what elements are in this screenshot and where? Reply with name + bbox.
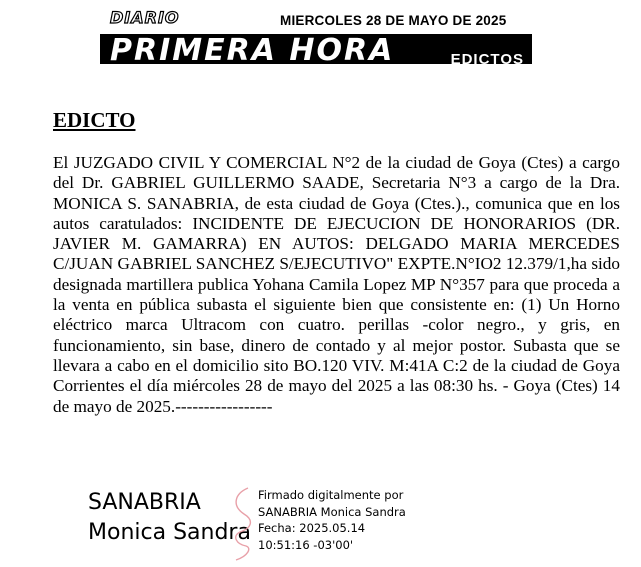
masthead-title: PRIMERA HORA	[110, 33, 395, 68]
masthead-diario: DIARIO	[110, 8, 180, 27]
newspaper-header	[100, 8, 532, 68]
stamp-signed-by: Firmado digitalmente por	[258, 488, 404, 502]
issue-date: MIERCOLES 28 DE MAYO DE 2025	[280, 13, 507, 28]
signer-surname: SANABRIA	[88, 490, 201, 515]
document-title: EDICTO	[53, 108, 136, 132]
digital-signature-stamp	[258, 487, 406, 553]
section-label: EDICTOS	[450, 51, 524, 68]
stamp-date: Fecha: 2025.05.14	[258, 521, 366, 535]
edicto-body: El JUZGADO CIVIL Y COMERCIAL N°2 de la ciudad de Goya (Ctes) a cargo del Dr. GABRIEL GUILLERMO SAADE, Secretaria N°3 a cargo de la Dra. MONICA S. SANABRIA, de esta ciudad de Goya (Ctes.)., comunica que en los autos caratulados: INCIDENTE DE EJECUCION DE HONORARIOS (DR. JAVIER M. GAMARRA) EN AUTOS: DELGADO MARIA MERCEDES C/JUAN GABRIEL SANCHEZ S/EJECUTIVO" EXPTE.N°IO2 12.379/1,ha sido designada martillera publica Yohana Camila Lopez MP N°357 para que proceda a la venta en pública subasta el siguiente bien que consistente en: (1) Un Horno eléctrico marca Ultracom con cuatro. perillas -color negro., y gris, en funcionamiento, sin base, dinero de contado y al mejor postor. Subasta que se llevara a cabo en el domicilio sito BO.120 VIV. M:41A C:2 de la ciudad de Goya Corrientes el día miércoles 28 de mayo del 2025 a las 08:30 hs. - Goya (Ctes) 14 de mayo de 2025.-----------------	[53, 153, 620, 416]
stamp-time: 10:51:16 -03'00'	[258, 537, 354, 552]
signer-given-names: Monica Sandra	[88, 520, 251, 545]
stamp-signer: SANABRIA Monica Sandra	[258, 504, 406, 519]
signature-mark-icon	[226, 484, 260, 564]
